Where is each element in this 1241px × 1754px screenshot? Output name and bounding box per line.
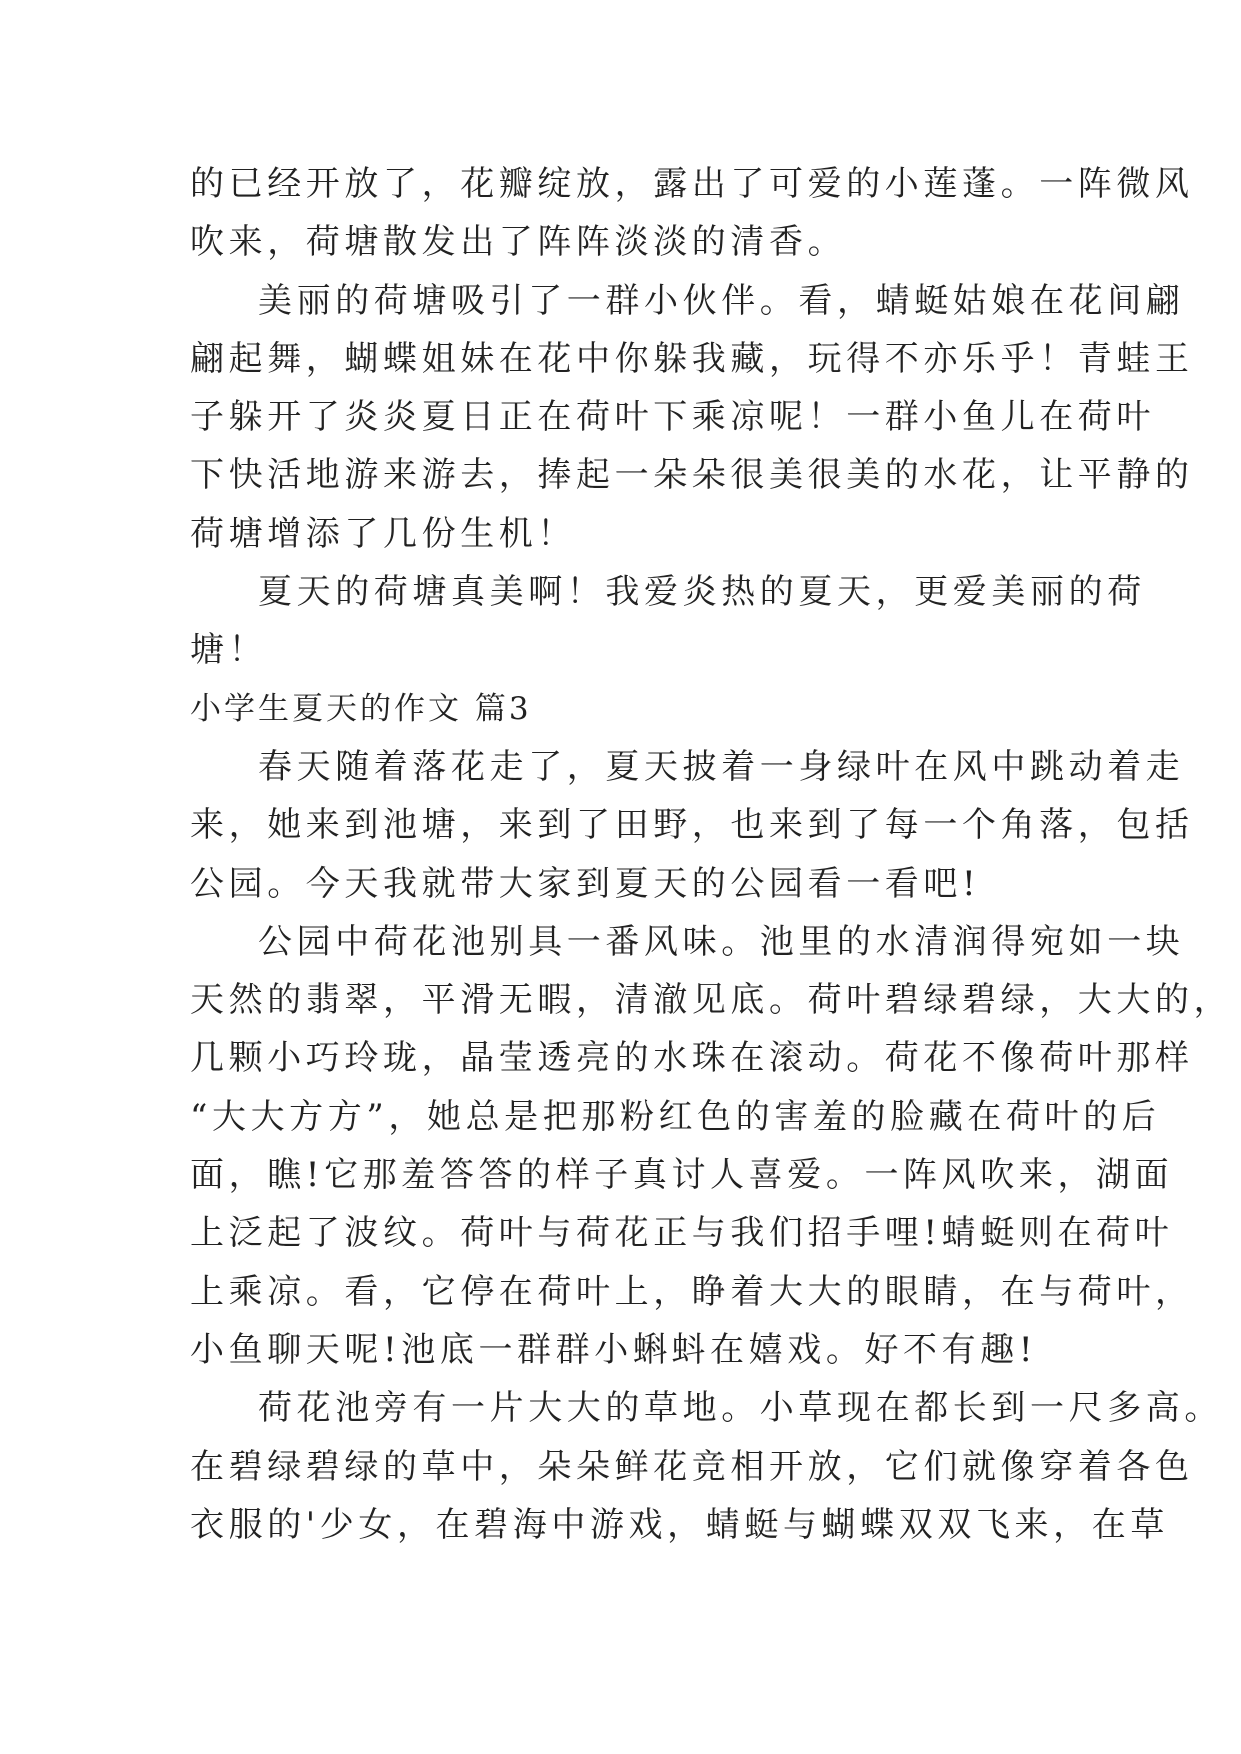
text-line: 荷塘增添了几份生机！ <box>190 513 576 554</box>
text-line: 面，瞧!它那羞答答的样子真讨人喜爱。一阵风吹来，湖面 <box>190 1155 1174 1196</box>
text-line: 的已经开放了，花瓣绽放，露出了可爱的小莲蓬。一阵微风 <box>190 164 1194 204</box>
text-line: 在碧绿碧绿的草中，朵朵鲜花竞相开放，它们就像穿着各色 <box>190 1446 1194 1487</box>
text-line: 衣服的'少女，在碧海中游戏，蜻蜓与蝴蝶双双飞来，在草 <box>190 1504 1169 1545</box>
paragraph-start-line: 春天随着落花走了，夏天披着一身绿叶在风中跳动着走 <box>258 746 1185 787</box>
text-line: 上泛起了波纹。荷叶与荷花正与我们招手哩!蜻蜓则在荷叶 <box>190 1213 1174 1254</box>
text-line: 来，她来到池塘，来到了田野，也来到了每一个角落，包括 <box>190 805 1194 846</box>
text-line: “大大方方”，她总是把那粉红色的害羞的脸藏在荷叶的后 <box>190 1096 1161 1137</box>
section-heading: 小学生夏天的作文 篇3 <box>190 690 532 727</box>
text-line: 天然的翡翠，平滑无暇，清澈见底。荷叶碧绿碧绿，大大的， <box>190 980 1233 1021</box>
text-line: 塘！ <box>190 630 268 671</box>
text-line: 翩起舞，蝴蝶姐妹在花中你躲我藏，玩得不亦乐乎！青蛙王 <box>190 338 1194 379</box>
paragraph-start-line: 公园中荷花池别具一番风味。池里的水清润得宛如一块 <box>258 921 1185 962</box>
text-line: 公园。今天我就带大家到夏天的公园看一看吧! <box>190 863 981 904</box>
text-line: 吹来，荷塘散发出了阵阵淡淡的清香。 <box>190 222 847 263</box>
text-line: 小鱼聊天呢!池底一群群小蝌蚪在嬉戏。好不有趣! <box>190 1329 1038 1370</box>
paragraph-start-line: 夏天的荷塘真美啊！我爱炎热的夏天，更爱美丽的荷 <box>258 572 1146 613</box>
paragraph-start-line: 荷花池旁有一片大大的草地。小草现在都长到一尺多高。 <box>258 1388 1223 1429</box>
document-body <box>190 155 1233 1554</box>
paragraph-start-line: 美丽的荷塘吸引了一群小伙伴。看，蜻蜓姑娘在花间翩 <box>258 280 1185 321</box>
text-line: 几颗小巧玲珑，晶莹透亮的水珠在滚动。荷花不像荷叶那样 <box>190 1038 1194 1079</box>
text-line: 上乘凉。看，它停在荷叶上，睁着大大的眼睛，在与荷叶， <box>190 1271 1194 1312</box>
text-line: 下快活地游来游去，捧起一朵朵很美很美的水花，让平静的 <box>190 455 1194 496</box>
text-line: 子躲开了炎炎夏日正在荷叶下乘凉呢！一群小鱼儿在荷叶 <box>190 397 1155 438</box>
